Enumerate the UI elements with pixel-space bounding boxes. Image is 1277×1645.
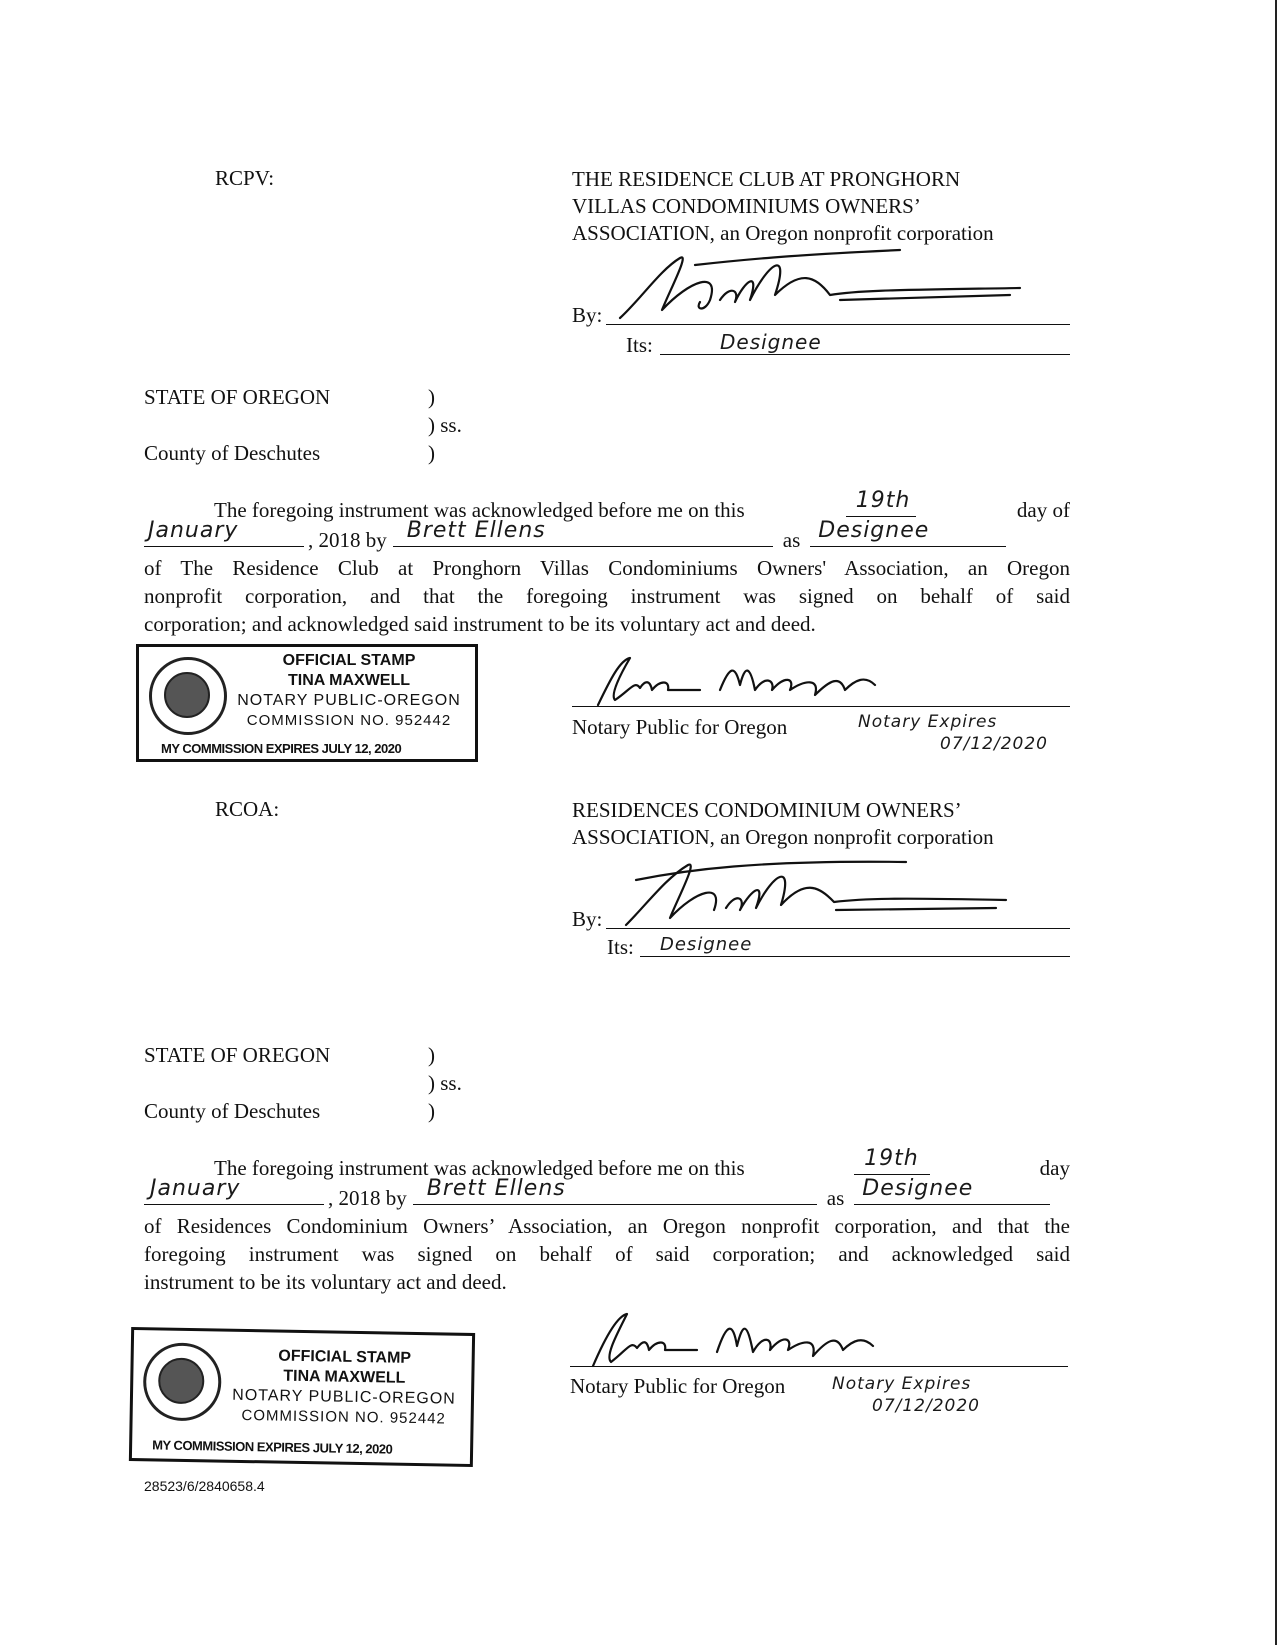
month-handwritten: January: [150, 1176, 241, 1201]
party-label-rcoa: RCOA:: [215, 797, 280, 821]
day-field: [846, 488, 916, 517]
notary-signature-line: [570, 1366, 1068, 1367]
stamp-line: COMMISSION NO. 952442: [246, 712, 452, 729]
notary-expiry-date: 07/12/2020: [872, 1396, 980, 1416]
ack-text: day of: [1016, 498, 1070, 522]
authorized-signature-1: [600, 240, 1040, 330]
by-label: By:: [572, 303, 603, 327]
ack-line: of Residences Condominium Owners’ Association, an Oregon nonprofit corporation, and that the: [144, 1214, 1070, 1238]
ack-text: as: [826, 1186, 845, 1210]
stamp-expiry: MY COMMISSION EXPIRES JULY 12, 2020: [161, 741, 402, 756]
day-handwritten: 19th: [864, 1146, 919, 1171]
entity-name-rcoa: [572, 797, 994, 851]
notary-expiry-note: Notary Expires: [858, 712, 998, 732]
ack-text: day: [1039, 1156, 1070, 1180]
ack-text: The foregoing instrument was acknowledged before me on this: [214, 1156, 745, 1180]
month-field: [144, 518, 304, 547]
ack-line: of The Residence Club at Pronghorn Villas Condominiums Owners' Association, an Oregon: [144, 556, 1070, 580]
ack-text: The foregoing instrument was acknowledged before me on this: [214, 498, 745, 522]
name-handwritten: Brett Ellens: [406, 518, 546, 543]
venue-state: STATE OF OREGON: [144, 1043, 331, 1067]
ack-line: foregoing instrument was signed on behalf of said corporation; and acknowledged said: [144, 1242, 1070, 1266]
name-field: [413, 1176, 817, 1205]
venue-paren: ): [428, 1043, 435, 1067]
authorized-signature-2: [606, 850, 1026, 935]
ack-text: as: [782, 528, 801, 552]
venue-ss: ) ss.: [428, 1071, 462, 1095]
entity-line: ASSOCIATION, an Oregon nonprofit corporation: [572, 221, 994, 245]
stamp-line: TINA MAXWELL: [283, 1367, 406, 1387]
entity-line: RESIDENCES CONDOMINIUM OWNERS’: [572, 798, 962, 822]
acknowledgment-1: [144, 488, 1070, 638]
entity-name-rcpv: [572, 166, 994, 247]
its-line: [640, 956, 1070, 957]
day-handwritten: 19th: [855, 488, 911, 513]
notary-expiry-date: 07/12/2020: [940, 734, 1048, 754]
state-seal-icon: [149, 657, 227, 735]
title-field: [854, 1176, 1050, 1205]
venue-paren: ): [428, 1099, 435, 1123]
notary-stamp-2: [129, 1327, 475, 1467]
its-line: [660, 354, 1070, 355]
name-handwritten: Brett Ellens: [426, 1176, 566, 1201]
notary-signature-line: [572, 706, 1070, 707]
venue-county: County of Deschutes: [144, 1099, 321, 1123]
acknowledgment-2: [144, 1146, 1070, 1296]
title-handwritten: Designee: [818, 518, 930, 543]
month-field: [144, 1176, 324, 1205]
stamp-line: TINA MAXWELL: [287, 672, 411, 689]
notary-expiry-note: Notary Expires: [832, 1374, 972, 1394]
venue-state: STATE OF OREGON: [144, 385, 331, 409]
state-seal-icon: [143, 1342, 222, 1421]
its-handwritten: Designee: [660, 934, 753, 955]
notary-caption: Notary Public for Oregon: [570, 1374, 786, 1398]
notary-stamp-1: [136, 644, 478, 762]
party-label-rcpv: RCPV:: [215, 166, 275, 190]
ack-text: , 2018 by: [308, 528, 387, 552]
venue-paren: ): [428, 441, 435, 465]
by-label: By:: [572, 907, 603, 931]
its-label: Its:: [607, 935, 634, 959]
stamp-expiry: MY COMMISSION EXPIRES JULY 12, 2020: [152, 1437, 393, 1457]
venue-county: County of Deschutes: [144, 441, 321, 465]
venue-ss: ) ss.: [428, 413, 462, 437]
stamp-line: OFFICIAL STAMP: [282, 652, 416, 669]
stamp-line: COMMISSION NO. 952442: [241, 1406, 446, 1428]
stamp-line: NOTARY PUBLIC-OREGON: [237, 692, 461, 709]
notary-signature-2: [585, 1308, 885, 1370]
ack-line: nonprofit corporation, and that the foregoing instrument was signed on behalf of said: [144, 584, 1070, 608]
notary-caption: Notary Public for Oregon: [572, 715, 788, 739]
ack-line: instrument to be its voluntary act and deed.: [144, 1270, 507, 1294]
ack-text: , 2018 by: [328, 1186, 407, 1210]
stamp-line: NOTARY PUBLIC-OREGON: [232, 1386, 456, 1408]
month-handwritten: January: [148, 518, 239, 543]
ack-line: corporation; and acknowledged said instrument to be its voluntary act and deed.: [144, 612, 816, 636]
notary-signature-1: [590, 650, 890, 710]
day-field: [854, 1146, 930, 1175]
entity-line: THE RESIDENCE CLUB AT PRONGHORN: [572, 167, 961, 191]
title-field: [810, 518, 1006, 547]
entity-line: ASSOCIATION, an Oregon nonprofit corporation: [572, 825, 994, 849]
entity-line: VILLAS CONDOMINIUMS OWNERS’: [572, 194, 921, 218]
its-handwritten: Designee: [720, 330, 822, 354]
its-label: Its:: [626, 333, 653, 357]
venue-paren: ): [428, 385, 435, 409]
name-field: [393, 518, 773, 547]
title-handwritten: Designee: [862, 1176, 974, 1201]
document-id: 28523/6/2840658.4: [144, 1478, 265, 1494]
stamp-line: OFFICIAL STAMP: [278, 1347, 412, 1367]
